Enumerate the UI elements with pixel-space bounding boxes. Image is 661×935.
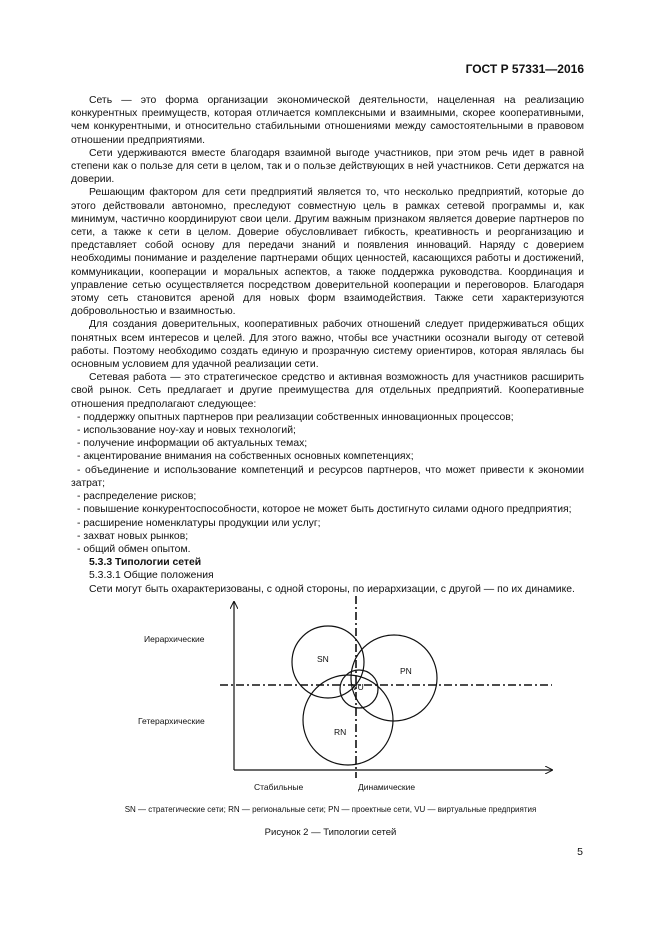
paragraph-network-work: Сетевая работа — это стратегическое средство и активная возможность для участников расширить свой рынок. Сеть предлагает и другие преимущества для отдельных предприятий. Кооперативные отношения предполагают следующее: xyxy=(71,372,584,410)
intro-sentence: Сети могут быть охарактеризованы, с одной стороны, по иерархизации, с другой — по их динамике. xyxy=(89,583,575,595)
label-sn: SN xyxy=(317,654,329,664)
paragraph-decisive-factor: Решающим фактором для сети предприятий является то, что несколько предприятий, которые до этого действовали автономно, преследуют совместную цель в рамках сетевой программы и, как минимум, частично координируют свои цели. Другим важным признаком является доверие партнеров по сети, а также к сети в целом. Доверие обусловливает гибкость, креативность и реорганизацию и представляет собой основу для передачи знаний и появления инноваций. Наряду с доверием необходимы понимание и разделение партнерами общих ценностей, касающихся работы и достижений, коммуникации, кооперации и моральных аспектов, а также поддержка руководства. Координация и управление сетью осуществляется посредством доверительной кооперации и переговоров. Благодаря этому сеть становится ареной для новых форм взаимодействия. Также сети характеризуются добровольностью и взаимностью. xyxy=(71,187,584,318)
label-heterarchical: Гетерархические xyxy=(138,716,205,726)
label-vu: VU xyxy=(352,682,364,692)
page-number: 5 xyxy=(577,846,583,858)
paragraph-trust-relations: Для создания доверительных, кооперативных рабочих отношений следует придерживаться общих понятных всем интересов и целей. Для этого важно, чтобы все участники осознали выгоду от сетевой работы. Поэтому необходимо создать единую и прозрачную систему ориентиров, которая являлась бы основным условием для удачной реализации сети. xyxy=(71,319,584,371)
typology-diagram xyxy=(100,596,560,806)
paragraph-network-definition: Сеть — это форма организации экономической деятельности, нацеленная на реализацию конкурентных преимуществ, которая отличается комплексными и взаимными, скорее кооперативными, чем конкурентными, и относительно стабильными отношениями между самостоятельными в правовом отношении предприятиями. xyxy=(71,95,584,146)
label-hierarchical: Иерархические xyxy=(144,634,205,644)
figure-legend: SN — стратегические сети; RN — региональные сети; PN — проектные сети, VU — виртуальные предприятия xyxy=(124,805,537,814)
label-rn: RN xyxy=(334,727,347,737)
list-item: - объединение и использование компетенций и ресурсов партнеров, что может привести к экономии затрат; xyxy=(71,464,584,489)
list-item: - акцентирование внимания на собственных основных компетенциях; xyxy=(77,451,414,463)
typology-figure xyxy=(100,596,560,806)
list-item: - захват новых рынков; xyxy=(77,530,189,542)
label-stable: Стабильные xyxy=(254,782,304,792)
label-dynamic: Динамические xyxy=(358,782,416,792)
list-item: - распределение рисков; xyxy=(77,491,197,503)
paragraph-mutual-benefit: Сети удерживаются вместе благодаря взаимной выгоде участников, при этом речь идет в равной степени как о пользе для сети в целом, так и о пользе действующих в ней участников. Сети держатся на доверии. xyxy=(71,147,584,186)
label-pn: PN xyxy=(400,666,412,676)
list-item: - получение информации об актуальных темах; xyxy=(77,438,308,450)
document-header: ГОСТ Р 57331—2016 xyxy=(465,62,584,76)
circle-rn xyxy=(303,675,393,765)
section-title: 5.3.3 Типологии сетей xyxy=(89,557,202,569)
list-item: - расширение номенклатуры продукции или услуг; xyxy=(77,517,321,529)
list-item: - использование ноу-хау и новых технологий; xyxy=(77,425,296,437)
list-item: - повышение конкурентоспособности, которое не может быть достигнуто силами одного предприятия; xyxy=(77,504,572,516)
list-item: - поддержку опытных партнеров при реализации собственных инновационных процессов; xyxy=(77,411,514,423)
figure-caption: Рисунок 2 — Типологии сетей xyxy=(264,827,397,838)
body-text xyxy=(71,94,584,596)
subsection-title: 5.3.3.1 Общие положения xyxy=(89,570,214,582)
list-item: - общий обмен опытом. xyxy=(77,543,191,555)
